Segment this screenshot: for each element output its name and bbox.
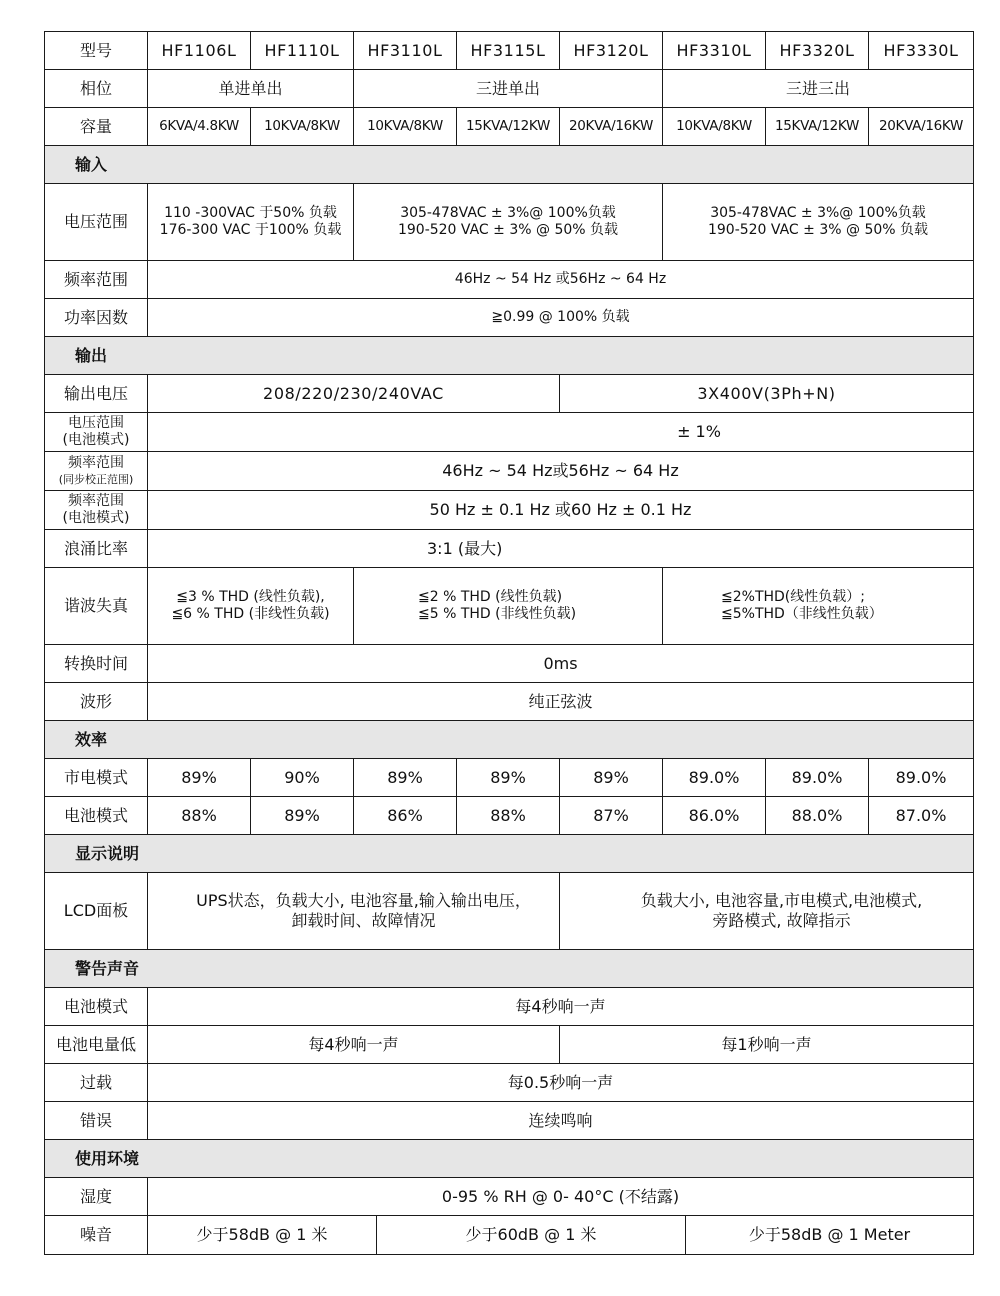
value-line: ≦2%THD(线性负载）;	[721, 588, 865, 605]
efficiency-ac-row	[45, 759, 974, 797]
value-cell: 0-95 % RH @ 0- 40°C (不结露)	[148, 1178, 974, 1216]
capacity-cell: 20KVA/16KW	[560, 108, 663, 146]
model-cell: HF3120L	[560, 32, 663, 70]
value-cell: 89.0%	[766, 759, 869, 797]
value-cell	[663, 568, 974, 645]
value-cell: 3:1 (最大)	[148, 530, 974, 568]
value-cell: 87%	[560, 797, 663, 835]
value-cell	[148, 568, 354, 645]
capacity-cell: 15KVA/12KW	[766, 108, 869, 146]
phase-cell: 单进单出	[148, 70, 354, 108]
output-crest-row	[45, 530, 974, 568]
env-humidity-row	[45, 1178, 974, 1216]
value-cell: 少于60dB @ 1 米	[377, 1216, 686, 1254]
value-cell: 89%	[251, 797, 354, 835]
row-label: 电压范围	[45, 184, 148, 261]
row-label: 电池电量低	[45, 1026, 148, 1064]
value-line: 176-300 VAC 于100% 负载	[159, 222, 342, 238]
value-cell	[663, 184, 974, 261]
value-cell	[148, 873, 560, 950]
row-label: 过载	[45, 1064, 148, 1102]
value-cell	[354, 184, 663, 261]
value-cell: 89%	[457, 759, 560, 797]
phase-cell: 三进单出	[354, 70, 663, 108]
value-cell	[354, 568, 663, 645]
value-line: 305-478VAC ± 3%@ 100%负载	[400, 204, 616, 221]
efficiency-battery-row	[45, 797, 974, 835]
input-power-factor-row	[45, 299, 974, 337]
value-cell: 少于58dB @ 1 Meter	[748, 1225, 911, 1244]
value-line: 旁路模式, 故障指示	[712, 911, 851, 930]
noise-values	[148, 1216, 974, 1255]
model-cell: HF1110L	[251, 32, 354, 70]
display-lcd-row	[45, 873, 974, 950]
capacity-row	[45, 108, 974, 146]
phase-row	[45, 70, 974, 108]
alarm-battery-row	[45, 988, 974, 1026]
alarm-low-battery-row	[45, 1026, 974, 1064]
value-cell: 0ms	[148, 645, 974, 683]
value-cell: ≧0.99 @ 100% 负载	[148, 299, 974, 337]
value-cell: 87.0%	[869, 797, 974, 835]
value-cell: 46Hz ~ 54 Hz或56Hz ~ 64 Hz	[148, 452, 974, 491]
value-cell: 46Hz ~ 54 Hz 或56Hz ~ 64 Hz	[148, 261, 974, 299]
value-cell: 89.0%	[869, 759, 974, 797]
capacity-cell: 20KVA/16KW	[869, 108, 974, 146]
value-line: ≦2 % THD (线性负载)	[418, 588, 563, 605]
output-voltage-row	[45, 375, 974, 413]
model-cell: HF3320L	[766, 32, 869, 70]
label-line: (同步校正范围)	[58, 472, 134, 486]
row-label: 电池模式	[45, 988, 148, 1026]
section-display	[45, 835, 974, 873]
value-cell: 86%	[354, 797, 457, 835]
row-label: 转换时间	[45, 645, 148, 683]
section-title: 警告声音	[45, 950, 974, 988]
row-label: 谐波失真	[45, 568, 148, 645]
value-line: UPS状态，负载大小, 电池容量,输入输出电压，	[196, 891, 531, 910]
phase-label: 相位	[45, 70, 148, 108]
env-noise-row	[45, 1216, 974, 1255]
value-cell: 每4秒响一声	[148, 988, 974, 1026]
label-line: 频率范围	[68, 455, 124, 472]
output-voltage-range-row	[45, 413, 974, 452]
value-cell: 88.0%	[766, 797, 869, 835]
row-label: 湿度	[45, 1178, 148, 1216]
value-cell: 88%	[148, 797, 251, 835]
row-label: 错误	[45, 1102, 148, 1140]
spec-table	[44, 31, 974, 1255]
value-cell: ± 1%	[148, 413, 974, 452]
value-line: ≦5%THD（非线性负载）	[721, 606, 883, 622]
section-efficiency	[45, 721, 974, 759]
section-title: 输出	[45, 337, 974, 375]
label-line: (电池模式)	[62, 432, 130, 448]
value-cell: 50 Hz ± 0.1 Hz 或60 Hz ± 0.1 Hz	[148, 491, 974, 530]
value-cell: 89%	[148, 759, 251, 797]
value-line: 负载大小, 电池容量,市电模式,电池模式,	[640, 891, 923, 910]
value-cell: 208/220/230/240VAC	[148, 375, 560, 413]
output-freq-batt-row	[45, 491, 974, 530]
row-label: 浪涌比率	[45, 530, 148, 568]
output-transfer-row	[45, 645, 974, 683]
value-cell: 88%	[457, 797, 560, 835]
phase-cell: 三进三出	[663, 70, 974, 108]
section-title: 显示说明	[45, 835, 974, 873]
row-label	[45, 491, 148, 530]
row-label: 噪音	[45, 1216, 148, 1255]
output-freq-sync-row	[45, 452, 974, 491]
value-cell: 纯正弦波	[148, 683, 974, 721]
value-line: 190-520 VAC ± 3% @ 50% 负载	[397, 222, 619, 238]
value-line: ≦5 % THD (非线性负载)	[418, 606, 577, 622]
capacity-cell: 10KVA/8KW	[354, 108, 457, 146]
section-environment	[45, 1140, 974, 1178]
model-label: 型号	[45, 32, 148, 70]
section-title: 输入	[45, 146, 974, 184]
model-cell: HF3310L	[663, 32, 766, 70]
value-cell: 每1秒响一声	[560, 1026, 974, 1064]
value-cell: 89%	[560, 759, 663, 797]
value-cell: 每0.5秒响一声	[148, 1064, 974, 1102]
row-label: 频率范围	[45, 261, 148, 299]
value-cell	[560, 873, 974, 950]
value-line: ≦3 % THD (线性负载),	[176, 588, 325, 605]
capacity-cell: 15KVA/12KW	[457, 108, 560, 146]
value-cell: 连续鸣响	[148, 1102, 974, 1140]
model-cell: HF1106L	[148, 32, 251, 70]
row-label: 波形	[45, 683, 148, 721]
row-label: 市电模式	[45, 759, 148, 797]
value-line: 190-520 VAC ± 3% @ 50% 负载	[707, 222, 929, 238]
input-voltage-row	[45, 184, 974, 261]
alarm-overload-row	[45, 1064, 974, 1102]
value-cell: 90%	[251, 759, 354, 797]
capacity-cell: 10KVA/8KW	[251, 108, 354, 146]
row-label	[45, 452, 148, 491]
label-line: (电池模式)	[62, 510, 130, 526]
model-cell: HF3115L	[457, 32, 560, 70]
value-cell: 89%	[354, 759, 457, 797]
model-cell: HF3110L	[354, 32, 457, 70]
output-waveform-row	[45, 683, 974, 721]
section-title: 使用环境	[45, 1140, 974, 1178]
value-cell	[148, 184, 354, 261]
value-cell: 每4秒响一声	[148, 1026, 560, 1064]
section-alarm	[45, 950, 974, 988]
value-cell: 86.0%	[663, 797, 766, 835]
capacity-cell: 10KVA/8KW	[663, 108, 766, 146]
model-cell: HF3330L	[869, 32, 974, 70]
value-cell: 少于58dB @ 1 米	[148, 1216, 377, 1254]
row-label: 电池模式	[45, 797, 148, 835]
value-line: 305-478VAC ± 3%@ 100%负载	[710, 204, 926, 221]
row-label: 输出电压	[45, 375, 148, 413]
model-row	[45, 32, 974, 70]
row-label	[45, 413, 148, 452]
label-line: 电压范围	[68, 414, 124, 431]
row-label: LCD面板	[45, 873, 148, 950]
value-line: 卸载时间、故障情况	[291, 911, 436, 930]
value-cell: 3X400V(3Ph+N)	[560, 375, 974, 413]
output-thd-row	[45, 568, 974, 645]
value-cell: 89.0%	[663, 759, 766, 797]
value-line: ≦6 % THD (非线性负载)	[171, 606, 330, 622]
value-line: 110 -300VAC 于50% 负载	[164, 204, 337, 221]
section-title: 效率	[45, 721, 974, 759]
capacity-label: 容量	[45, 108, 148, 146]
capacity-cell: 6KVA/4.8KW	[148, 108, 251, 146]
label-line: 频率范围	[68, 492, 124, 509]
alarm-fault-row	[45, 1102, 974, 1140]
section-output	[45, 337, 974, 375]
row-label: 功率因数	[45, 299, 148, 337]
section-input	[45, 146, 974, 184]
input-frequency-row	[45, 261, 974, 299]
